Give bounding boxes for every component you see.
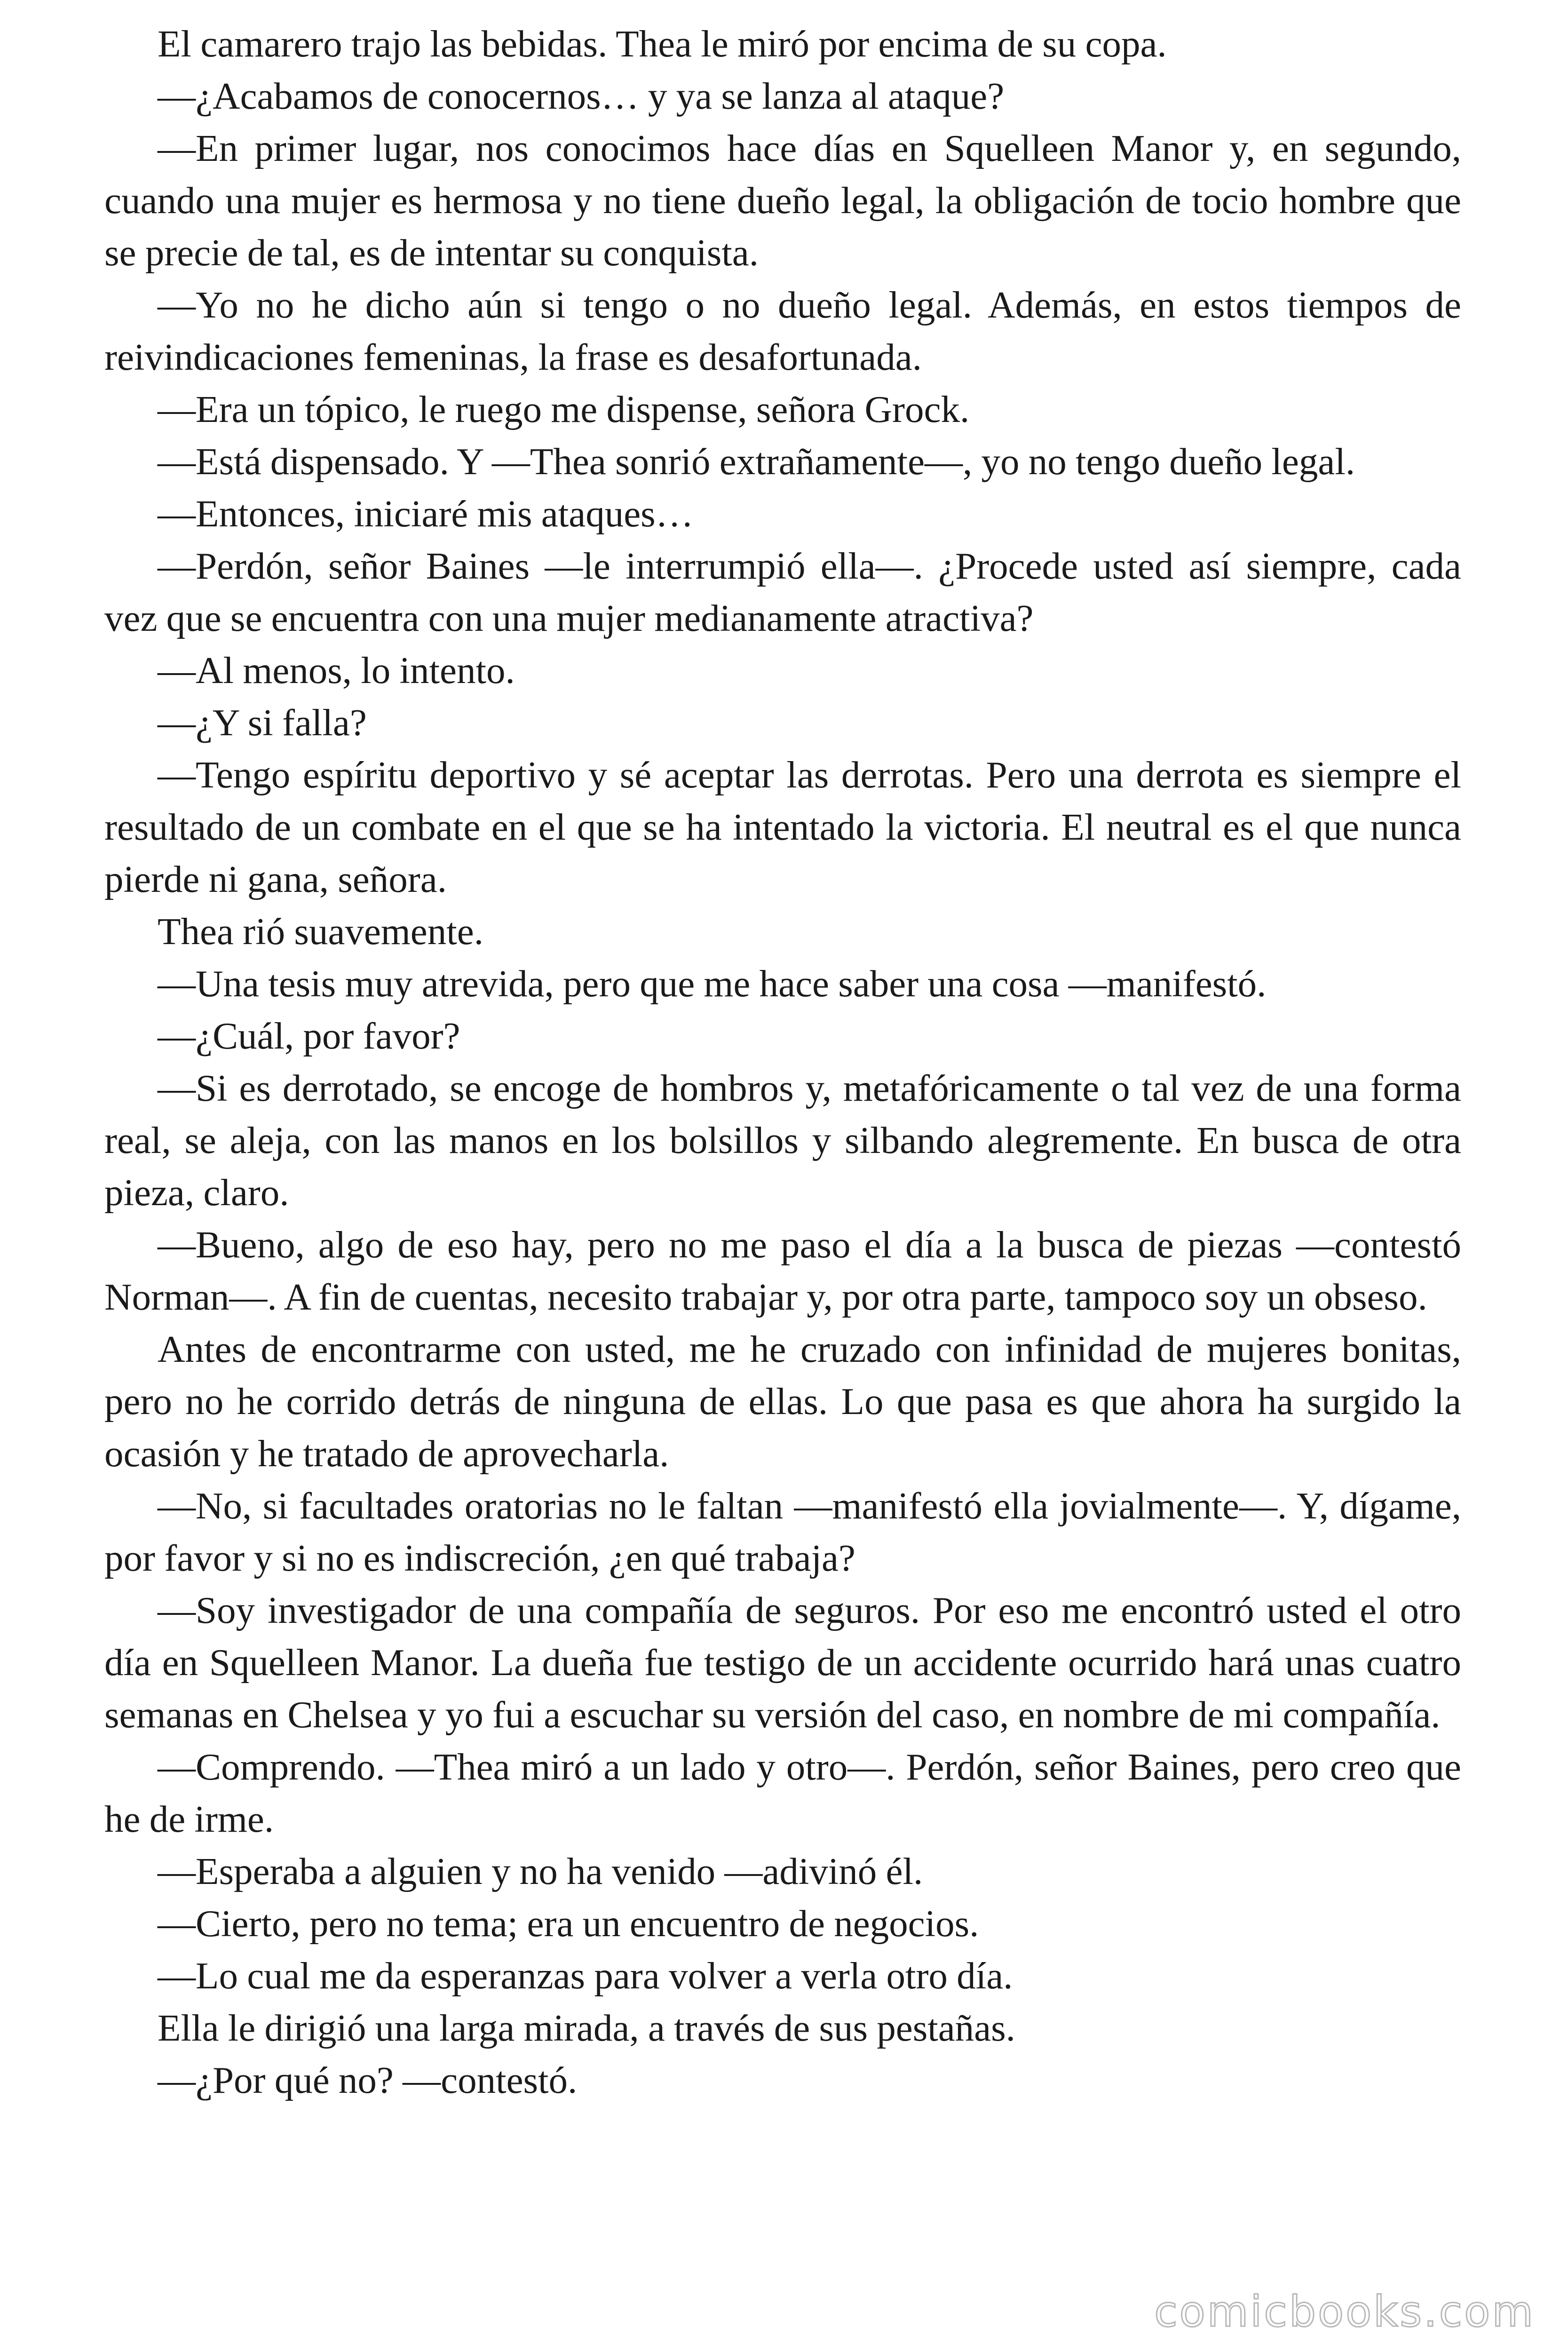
paragraph: —En primer lugar, nos conocimos hace días en Squelleen Manor y, en segundo, cuando una mujer es hermosa y no tiene dueño legal, la obligación de tocio hombre que se precie de tal, es de intentar su conquista. xyxy=(104,127,1461,274)
paragraph: Antes de encontrarme con usted, me he cruzado con infinidad de mujeres bonitas, pero no he corrido detrás de ninguna de ellas. Lo que pasa es que ahora ha surgido la ocasión y he tratado de aprovecharla. xyxy=(104,1328,1461,1475)
paragraph: —Bueno, algo de eso hay, pero no me paso el día a la busca de piezas —contestó Norman—. A fin de cuentas, necesito trabajar y, por otra parte, tampoco soy un obseso. xyxy=(104,1224,1461,1318)
paragraph: —Al menos, lo intento. xyxy=(158,649,515,691)
paragraph: Thea rió suavemente. xyxy=(158,910,483,953)
paragraph: —Yo no he dicho aún si tengo o no dueño legal. Además, en estos tiempos de reivindicaciones femeninas, la frase es desafortunada. xyxy=(104,284,1461,378)
paragraph: —Entonces, iniciaré mis ataques… xyxy=(158,493,694,535)
paragraph: —Tengo espíritu deportivo y sé aceptar las derrotas. Pero una derrota es siempre el resultado de un combate en el que se ha intentado la victoria. El neutral es el que nunca pierde ni gana, señora. xyxy=(104,754,1461,900)
paragraph: —¿Acabamos de conocernos… y ya se lanza al ataque? xyxy=(158,75,1005,117)
paragraph: —Lo cual me da esperanzas para volver a verla otro día. xyxy=(158,1955,1013,1997)
paragraph: —¿Por qué no? —contestó. xyxy=(158,2059,578,2101)
paragraph: —Está dispensado. Y —Thea sonrió extrañamente—, yo no tengo dueño legal. xyxy=(158,440,1355,483)
page-body xyxy=(104,18,1461,2106)
paragraph: Ella le dirigió una larga mirada, a través de sus pestañas. xyxy=(158,2007,1015,2049)
paragraph: —Cierto, pero no tema; era un encuentro de negocios. xyxy=(158,1902,979,1945)
paragraph: —No, si facultades oratorias no le faltan —manifestó ella jovialmente—. Y, dígame, por favor y si no es indiscreción, ¿en qué trabaja? xyxy=(104,1485,1461,1579)
paragraph: —Perdón, señor Baines —le interrumpió ella—. ¿Procede usted así siempre, cada vez que se encuentra con una mujer medianamente atractiva? xyxy=(104,545,1461,639)
watermark: comicbooks.com xyxy=(1154,2287,1535,2336)
paragraph: —¿Cuál, por favor? xyxy=(158,1015,460,1057)
paragraph: —Era un tópico, le ruego me dispense, señora Grock. xyxy=(158,388,970,430)
paragraph: —¿Y si falla? xyxy=(158,701,367,744)
paragraph: —Soy investigador de una compañía de seguros. Por eso me encontró usted el otro día en Squelleen Manor. La dueña fue testigo de un accidente ocurrido hará unas cuatro semanas en Chelsea y yo fui a escuchar su versión del caso, en nombre de mi compañía. xyxy=(104,1589,1461,1736)
paragraph: —Comprendo. —Thea miró a un lado y otro—. Perdón, señor Baines, pero creo que he de irme. xyxy=(104,1746,1461,1840)
paragraph: —Esperaba a alguien y no ha venido —adivinó él. xyxy=(158,1850,923,1892)
paragraph: —Si es derrotado, se encoge de hombros y, metafóricamente o tal vez de una forma real, se aleja, con las manos en los bolsillos y silbando alegremente. En busca de otra pieza, claro. xyxy=(104,1067,1461,1214)
paragraph: El camarero trajo las bebidas. Thea le miró por encima de su copa. xyxy=(158,23,1167,65)
paragraph: —Una tesis muy atrevida, pero que me hace saber una cosa —manifestó. xyxy=(158,962,1267,1005)
